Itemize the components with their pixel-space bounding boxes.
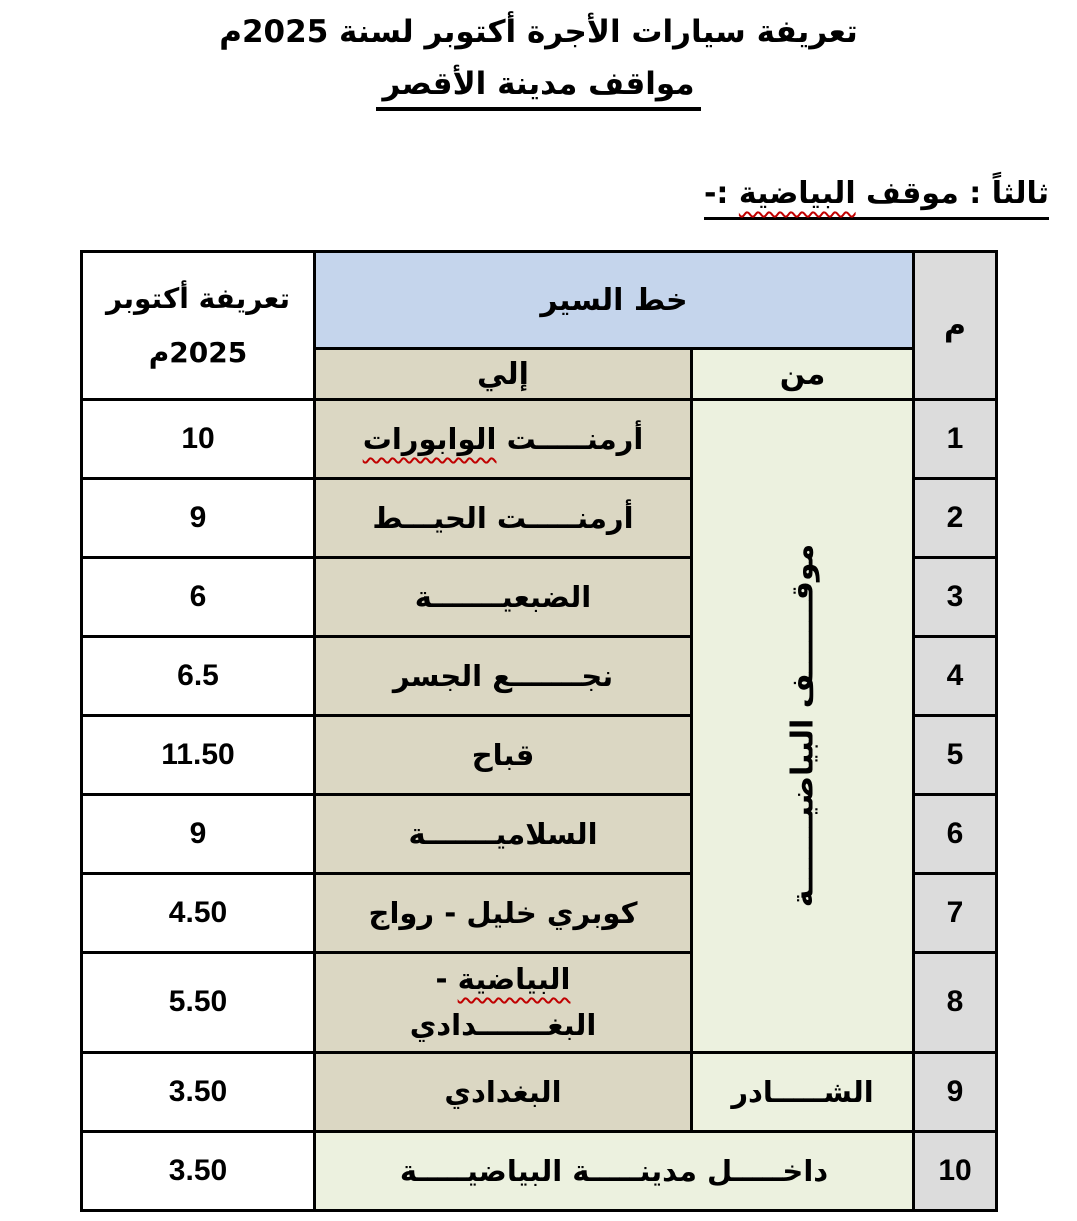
to-text: أرمنـــــت الحيـــط bbox=[372, 500, 634, 535]
to-cell bbox=[315, 479, 692, 558]
to-cell bbox=[315, 1052, 692, 1131]
from-cell-merged bbox=[692, 400, 914, 1053]
to-text: السلاميـــــــة bbox=[408, 816, 598, 851]
row-number-cell: 10 bbox=[914, 1131, 997, 1210]
fare-cell: 10 bbox=[82, 400, 315, 479]
row-number-cell: 2 bbox=[914, 479, 997, 558]
to-cell bbox=[315, 716, 692, 795]
to-cell bbox=[315, 1131, 914, 1210]
row-number-cell: 8 bbox=[914, 953, 997, 1053]
col-header-fare-line1: تعريفة أكتوبر bbox=[106, 282, 290, 316]
to-text: الضبعيـــــــة bbox=[414, 579, 592, 614]
row-number-cell: 1 bbox=[914, 400, 997, 479]
row-number-cell: 5 bbox=[914, 716, 997, 795]
col-header-route: خط السير bbox=[315, 252, 914, 349]
to-text: كوبري خليل - رواج bbox=[368, 895, 638, 930]
col-header-num: م bbox=[914, 252, 997, 400]
fare-cell: 5.50 bbox=[82, 953, 315, 1053]
fare-cell: 6.5 bbox=[82, 637, 315, 716]
to-cell bbox=[315, 795, 692, 874]
from-cell: الشـــــادر bbox=[692, 1052, 914, 1131]
to-text: البغدادي bbox=[444, 1074, 562, 1109]
vertical-text-wrapper bbox=[693, 401, 912, 1051]
misspelled-word: الوابورات bbox=[362, 421, 497, 456]
row-number-cell: 9 bbox=[914, 1052, 997, 1131]
fare-cell: 9 bbox=[82, 795, 315, 874]
fare-cell: 11.50 bbox=[82, 716, 315, 795]
col-header-fare bbox=[82, 252, 315, 400]
to-cell bbox=[315, 637, 692, 716]
row-number-cell: 4 bbox=[914, 637, 997, 716]
section-heading-prefix: ثالثاً : موقف bbox=[855, 176, 1049, 211]
fare-cell: 6 bbox=[82, 558, 315, 637]
fare-table bbox=[80, 250, 998, 1212]
section-heading-suffix: :- bbox=[703, 176, 739, 211]
fare-cell: 3.50 bbox=[82, 1131, 315, 1210]
from-vertical-label: موقـــــــف البياضيـــــــة bbox=[785, 544, 820, 908]
table-row bbox=[82, 400, 997, 479]
table-row bbox=[82, 1052, 997, 1131]
col-header-to: إلي bbox=[315, 349, 692, 400]
to-cell bbox=[315, 953, 692, 1053]
col-header-fare-line2: 2025م bbox=[148, 335, 248, 369]
to-text: - bbox=[435, 962, 458, 996]
col-header-from: من bbox=[692, 349, 914, 400]
to-cell bbox=[315, 558, 692, 637]
fare-cell: 9 bbox=[82, 479, 315, 558]
to-text: نجـــــــع الجسر bbox=[392, 658, 614, 693]
section-heading bbox=[704, 176, 1049, 220]
misspelled-word: البياضية bbox=[457, 962, 571, 996]
to-cell bbox=[315, 874, 692, 953]
table-row bbox=[82, 1131, 997, 1210]
to-cell bbox=[315, 400, 692, 479]
section-heading-misspelled-word: البياضية bbox=[738, 176, 856, 211]
to-text: البغـــــــدادي bbox=[409, 1008, 597, 1043]
row-number-cell: 7 bbox=[914, 874, 997, 953]
to-text: قباح bbox=[471, 737, 535, 772]
to-text: داخـــــل مدينـــــة البياضيـــــة bbox=[399, 1153, 829, 1188]
fare-cell: 3.50 bbox=[82, 1052, 315, 1131]
page-subtitle: مواقف مدينة الأقصر bbox=[376, 66, 700, 111]
title-block bbox=[0, 14, 1077, 111]
to-text: أرمنـــــت bbox=[496, 421, 644, 456]
row-number-cell: 3 bbox=[914, 558, 997, 637]
row-number-cell: 6 bbox=[914, 795, 997, 874]
page-title: تعريفة سيارات الأجرة أكتوبر لسنة 2025م bbox=[219, 14, 858, 50]
fare-cell: 4.50 bbox=[82, 874, 315, 953]
